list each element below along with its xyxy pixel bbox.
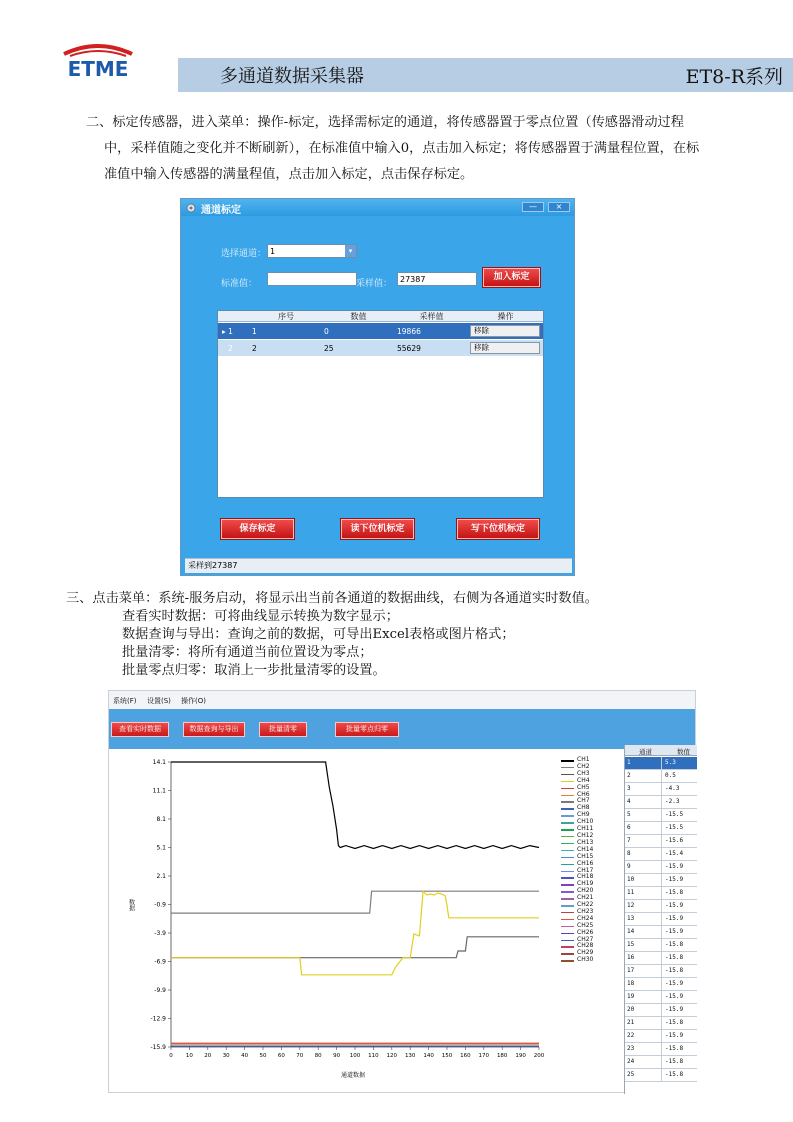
- value-cell: -15.8: [665, 967, 684, 974]
- legend-label: CH30: [577, 956, 594, 964]
- x-tick-label: 170: [478, 1053, 490, 1059]
- x-tick-label: 200: [533, 1053, 545, 1059]
- save-calibration-button[interactable]: 保存标定: [221, 519, 294, 539]
- legend-swatch: [561, 767, 574, 769]
- value-cell: -4.3: [665, 785, 680, 792]
- legend-swatch: [561, 850, 574, 852]
- channel-cell: 18: [627, 980, 635, 987]
- add-calibration-button[interactable]: 加入标定: [483, 268, 540, 287]
- channel-cell: 24: [627, 1058, 635, 1065]
- channel-cell: 23: [627, 1045, 635, 1052]
- value-cell: 5.3: [665, 759, 676, 766]
- legend-swatch: [561, 836, 574, 838]
- legend-label: CH11: [577, 825, 594, 833]
- menu-system[interactable]: 系统(F): [113, 697, 137, 705]
- value-cell: -2.3: [665, 798, 680, 805]
- toolbar: [109, 709, 695, 749]
- channel-cell: 17: [627, 967, 635, 974]
- legend-label: CH25: [577, 921, 594, 929]
- legend-swatch: [561, 822, 574, 824]
- std-input[interactable]: [267, 272, 357, 286]
- series-ch2: [171, 891, 539, 913]
- legend-swatch: [561, 774, 574, 776]
- table-row[interactable]: [625, 874, 697, 887]
- legend-swatch: [561, 884, 574, 886]
- legend-swatch: [561, 891, 574, 893]
- series-ch1: [171, 762, 539, 849]
- header-title: 多通道数据采集器: [220, 66, 364, 87]
- row-marker: 2: [228, 344, 233, 353]
- channel-cell: 5: [627, 811, 631, 818]
- table-row[interactable]: [625, 848, 697, 861]
- table-row[interactable]: [218, 340, 543, 356]
- legend-label: CH23: [577, 907, 594, 915]
- y-tick-label: -12.9: [150, 1015, 166, 1023]
- channel-cell: 11: [627, 889, 635, 896]
- table-row[interactable]: [625, 887, 697, 900]
- channel-cell: 21: [627, 1019, 635, 1026]
- legend-swatch: [561, 829, 574, 831]
- header-model: ET8-R系列: [685, 66, 783, 88]
- value-cell: -15.9: [665, 1032, 684, 1039]
- legend-swatch: [561, 815, 574, 817]
- write-calibration-button[interactable]: 写下位机标定: [457, 519, 539, 539]
- table-row[interactable]: [625, 900, 697, 913]
- table-row[interactable]: [625, 822, 697, 835]
- section3-line2: 查看实时数据：可将曲线显示转换为数字显示；: [122, 609, 399, 624]
- legend-swatch: [561, 795, 574, 797]
- table-row[interactable]: [625, 796, 697, 809]
- legend-label: CH2: [577, 762, 590, 770]
- sample-input[interactable]: 27387: [397, 272, 477, 286]
- table-row[interactable]: [625, 1043, 697, 1056]
- legend-label: CH1: [577, 756, 590, 763]
- menu-operation[interactable]: 操作(O): [181, 697, 206, 705]
- channel-cell: 20: [627, 1006, 635, 1013]
- y-tick-label: -0.9: [154, 901, 166, 909]
- table-row[interactable]: [625, 952, 697, 965]
- x-tick-label: 190: [515, 1053, 526, 1059]
- legend-swatch: [561, 864, 574, 866]
- channel-col-header: 通道: [639, 748, 652, 756]
- batch-zero-button[interactable]: 批量清零: [259, 722, 307, 737]
- x-tick-label: 50: [259, 1053, 267, 1059]
- legend-swatch: [561, 808, 574, 810]
- legend-swatch: [561, 946, 574, 948]
- y-tick-label: 11.1: [152, 787, 166, 795]
- menu-bar: [109, 691, 695, 709]
- value-cell: 0.5: [665, 772, 676, 779]
- dialog-title: 通道标定: [201, 205, 241, 216]
- value-cell: -15.5: [665, 811, 684, 818]
- realtime-data-button[interactable]: 查看实时数据: [111, 722, 169, 737]
- calibration-dialog: [180, 198, 575, 576]
- batch-reset-button[interactable]: 批量零点归零: [335, 722, 399, 737]
- legend-swatch: [561, 801, 574, 803]
- value-cell: -15.8: [665, 1045, 684, 1052]
- legend-label: CH9: [577, 811, 590, 819]
- table-row[interactable]: [625, 978, 697, 991]
- legend-label: CH18: [577, 873, 594, 881]
- value-cell: -15.9: [665, 902, 684, 909]
- std-label: 标准值：: [221, 279, 258, 289]
- table-row[interactable]: [625, 770, 697, 783]
- legend-swatch: [561, 857, 574, 859]
- calibration-table: [217, 310, 544, 498]
- table-row[interactable]: [625, 757, 697, 770]
- x-tick-label: 140: [423, 1053, 434, 1059]
- y-tick-label: -9.9: [154, 987, 166, 994]
- channel-cell: 14: [627, 928, 635, 935]
- channel-cell: 10: [627, 876, 635, 883]
- value-cell: -15.4: [665, 850, 684, 857]
- legend-swatch: [561, 898, 574, 900]
- read-calibration-button[interactable]: 读下位机标定: [341, 519, 414, 539]
- channel-value-table: [624, 745, 697, 1094]
- row-sample: 19866: [397, 327, 421, 336]
- channel-cell: 22: [627, 1032, 635, 1039]
- legend-label: CH29: [577, 949, 594, 957]
- channel-cell: 25: [627, 1071, 635, 1078]
- x-tick-label: 90: [333, 1053, 341, 1059]
- legend-swatch: [561, 940, 574, 942]
- x-tick-label: 180: [496, 1053, 508, 1059]
- channel-cell: 3: [627, 785, 631, 792]
- gear-icon: [185, 202, 197, 214]
- legend-swatch: [561, 912, 574, 914]
- x-tick-label: 0: [169, 1053, 173, 1059]
- chart-legend: [561, 757, 593, 964]
- legend-label: CH3: [577, 769, 590, 777]
- row-marker: ▸ 1: [222, 327, 233, 336]
- table-row[interactable]: [625, 926, 697, 939]
- legend-swatch: [561, 843, 574, 845]
- value-cell: -15.8: [665, 954, 684, 961]
- channel-cell: 16: [627, 954, 635, 961]
- y-tick-label: -3.9: [154, 930, 166, 937]
- status-bar: 采样到27387: [185, 558, 572, 573]
- legend-item: [561, 957, 593, 964]
- legend-swatch: [561, 788, 574, 790]
- legend-swatch: [561, 960, 574, 962]
- section3-line4: 批量清零：将所有通道当前位置设为零点；: [122, 645, 373, 660]
- y-axis-label: 数据: [127, 899, 135, 911]
- value-cell: -15.8: [665, 1071, 684, 1078]
- close-button[interactable]: ×: [548, 202, 570, 212]
- x-tick-label: 30: [222, 1053, 230, 1059]
- legend-label: CH19: [577, 880, 594, 888]
- value-cell: -15.9: [665, 928, 684, 935]
- y-tick-label: 2.1: [156, 873, 166, 880]
- section2-line2: 中，采样值随之变化并不断刷新），在标准值中输入0，点击加入标定；将传感器置于满量程位置，在标: [104, 141, 700, 156]
- value-cell: -15.5: [665, 824, 684, 831]
- value-cell: -15.9: [665, 993, 684, 1000]
- menu-settings[interactable]: 设置(S): [147, 697, 171, 705]
- legend-label: CH20: [577, 887, 594, 895]
- legend-swatch: [561, 926, 574, 928]
- legend-label: CH26: [577, 928, 594, 936]
- channel-cell: 12: [627, 902, 635, 909]
- y-tick-label: 8.1: [156, 816, 166, 823]
- col-header-index: 序号: [250, 311, 322, 322]
- legend-label: CH16: [577, 859, 594, 867]
- legend-label: CH22: [577, 901, 594, 909]
- dialog-titlebar[interactable]: [181, 199, 574, 216]
- chevron-down-icon[interactable]: ▾: [345, 245, 356, 257]
- table-row[interactable]: [625, 1017, 697, 1030]
- channel-cell: 8: [627, 850, 631, 857]
- table-row[interactable]: [625, 1030, 697, 1043]
- legend-swatch: [561, 905, 574, 907]
- svg-text:ETME: ETME: [67, 57, 129, 81]
- channel-cell: 1: [627, 759, 631, 766]
- x-axis-label: 通道数据: [340, 1072, 366, 1079]
- sample-label: 采样值：: [356, 279, 393, 289]
- remove-button[interactable]: 移除: [470, 325, 540, 337]
- value-cell: -15.6: [665, 837, 684, 844]
- legend-swatch: [561, 953, 574, 955]
- row-index: 2: [252, 344, 257, 353]
- line-chart: [109, 749, 624, 1094]
- x-tick-label: 10: [185, 1053, 193, 1059]
- value-cell: -15.9: [665, 915, 684, 922]
- value-cell: -15.8: [665, 941, 684, 948]
- legend-label: CH7: [577, 797, 590, 805]
- channel-label: 选择通道：: [221, 249, 267, 259]
- channel-select[interactable]: [267, 244, 357, 258]
- value-cell: -15.9: [665, 863, 684, 870]
- legend-label: CH14: [577, 845, 594, 853]
- legend-label: CH24: [577, 914, 594, 922]
- legend-swatch: [561, 781, 574, 783]
- table-row[interactable]: [625, 913, 697, 926]
- value-col-header: 数值: [677, 748, 690, 756]
- value-cell: -15.9: [665, 876, 684, 883]
- value-cell: -15.9: [665, 1006, 684, 1013]
- channel-cell: 2: [627, 772, 631, 779]
- x-tick-label: 160: [460, 1053, 471, 1059]
- col-header-action: 操作: [468, 311, 543, 322]
- legend-swatch: [561, 871, 574, 873]
- table-row[interactable]: [625, 835, 697, 848]
- legend-label: CH5: [577, 783, 590, 791]
- y-tick-label: 5.1: [156, 844, 166, 852]
- row-value: 0: [324, 327, 329, 336]
- table-row[interactable]: [625, 809, 697, 822]
- y-tick-label: -15.9: [150, 1044, 166, 1051]
- table-row[interactable]: [625, 1056, 697, 1069]
- value-cell: -15.8: [665, 1058, 684, 1065]
- section3-line1: 三、点击菜单：系统-服务启动，将显示出当前各通道的数据曲线，右侧为各通道实时数值。: [66, 591, 598, 606]
- legend-swatch: [561, 919, 574, 921]
- remove-button[interactable]: 移除: [470, 342, 540, 354]
- table-row[interactable]: [218, 323, 543, 339]
- series-ch4: [171, 891, 539, 975]
- y-tick-label: 14.1: [152, 759, 166, 766]
- legend-label: CH15: [577, 852, 594, 860]
- x-tick-label: 70: [296, 1053, 304, 1059]
- legend-swatch: [561, 933, 574, 935]
- table-row[interactable]: [625, 939, 697, 952]
- channel-cell: 19: [627, 993, 635, 1000]
- channel-cell: 13: [627, 915, 635, 922]
- x-tick-label: 100: [349, 1053, 361, 1059]
- legend-label: CH28: [577, 942, 594, 950]
- table-row[interactable]: [625, 991, 697, 1004]
- value-cell: -15.8: [665, 889, 684, 896]
- legend-label: CH13: [577, 838, 594, 846]
- channel-cell: 7: [627, 837, 631, 844]
- legend-label: CH10: [577, 818, 594, 826]
- legend-label: CH17: [577, 866, 594, 874]
- query-export-button[interactable]: 数据查询与导出: [183, 722, 245, 737]
- row-value: 25: [324, 344, 334, 353]
- col-header-sample: 采样值: [395, 311, 468, 322]
- app-window: [108, 690, 696, 1093]
- x-tick-label: 110: [368, 1053, 379, 1059]
- row-sample: 55629: [397, 344, 421, 353]
- table-header-marker: [218, 311, 250, 322]
- x-tick-label: 80: [314, 1053, 322, 1059]
- row-index: 1: [252, 327, 257, 336]
- value-cell: -15.8: [665, 1019, 684, 1026]
- legend-label: CH12: [577, 831, 594, 839]
- x-tick-label: 120: [386, 1053, 398, 1059]
- x-tick-label: 40: [241, 1053, 249, 1059]
- col-header-value: 数值: [322, 311, 395, 322]
- channel-table-header: [625, 745, 697, 756]
- table-row[interactable]: [625, 1004, 697, 1017]
- channel-select-value: 1: [270, 247, 276, 256]
- series-ch3: [171, 937, 539, 958]
- value-cell: -15.9: [665, 980, 684, 987]
- section2-line1: 二、标定传感器，进入菜单：操作-标定，选择需标定的通道，将传感器置于零点位置（传感器滑动过程: [86, 115, 684, 130]
- x-tick-label: 150: [441, 1053, 453, 1059]
- table-row[interactable]: [625, 783, 697, 796]
- legend-label: CH21: [577, 894, 594, 902]
- legend-label: CH8: [577, 804, 590, 812]
- channel-cell: 15: [627, 941, 635, 948]
- minimize-button[interactable]: —: [522, 202, 544, 212]
- channel-cell: 4: [627, 798, 631, 805]
- x-tick-label: 130: [404, 1053, 416, 1059]
- legend-label: CH6: [577, 790, 590, 798]
- legend-label: CH4: [577, 776, 590, 784]
- section3-line3: 数据查询与导出：查询之前的数据，可导出Excel表格或图片格式；: [122, 627, 515, 642]
- channel-cell: 9: [627, 863, 631, 870]
- section2-line3: 准值中输入传感器的满量程值，点击加入标定，点击保存标定。: [104, 167, 474, 182]
- etme-logo: [58, 40, 138, 84]
- legend-swatch: [561, 877, 574, 879]
- table-row[interactable]: [625, 861, 697, 874]
- channel-cell: 6: [627, 824, 631, 831]
- legend-label: CH27: [577, 935, 594, 943]
- table-row[interactable]: [625, 965, 697, 978]
- legend-swatch: [561, 760, 574, 762]
- section3-line5: 批量零点归零：取消上一步批量清零的设置。: [122, 663, 386, 678]
- x-tick-label: 20: [204, 1053, 212, 1059]
- y-tick-label: -6.9: [154, 958, 166, 966]
- table-row[interactable]: [625, 1069, 697, 1082]
- x-tick-label: 60: [277, 1053, 285, 1059]
